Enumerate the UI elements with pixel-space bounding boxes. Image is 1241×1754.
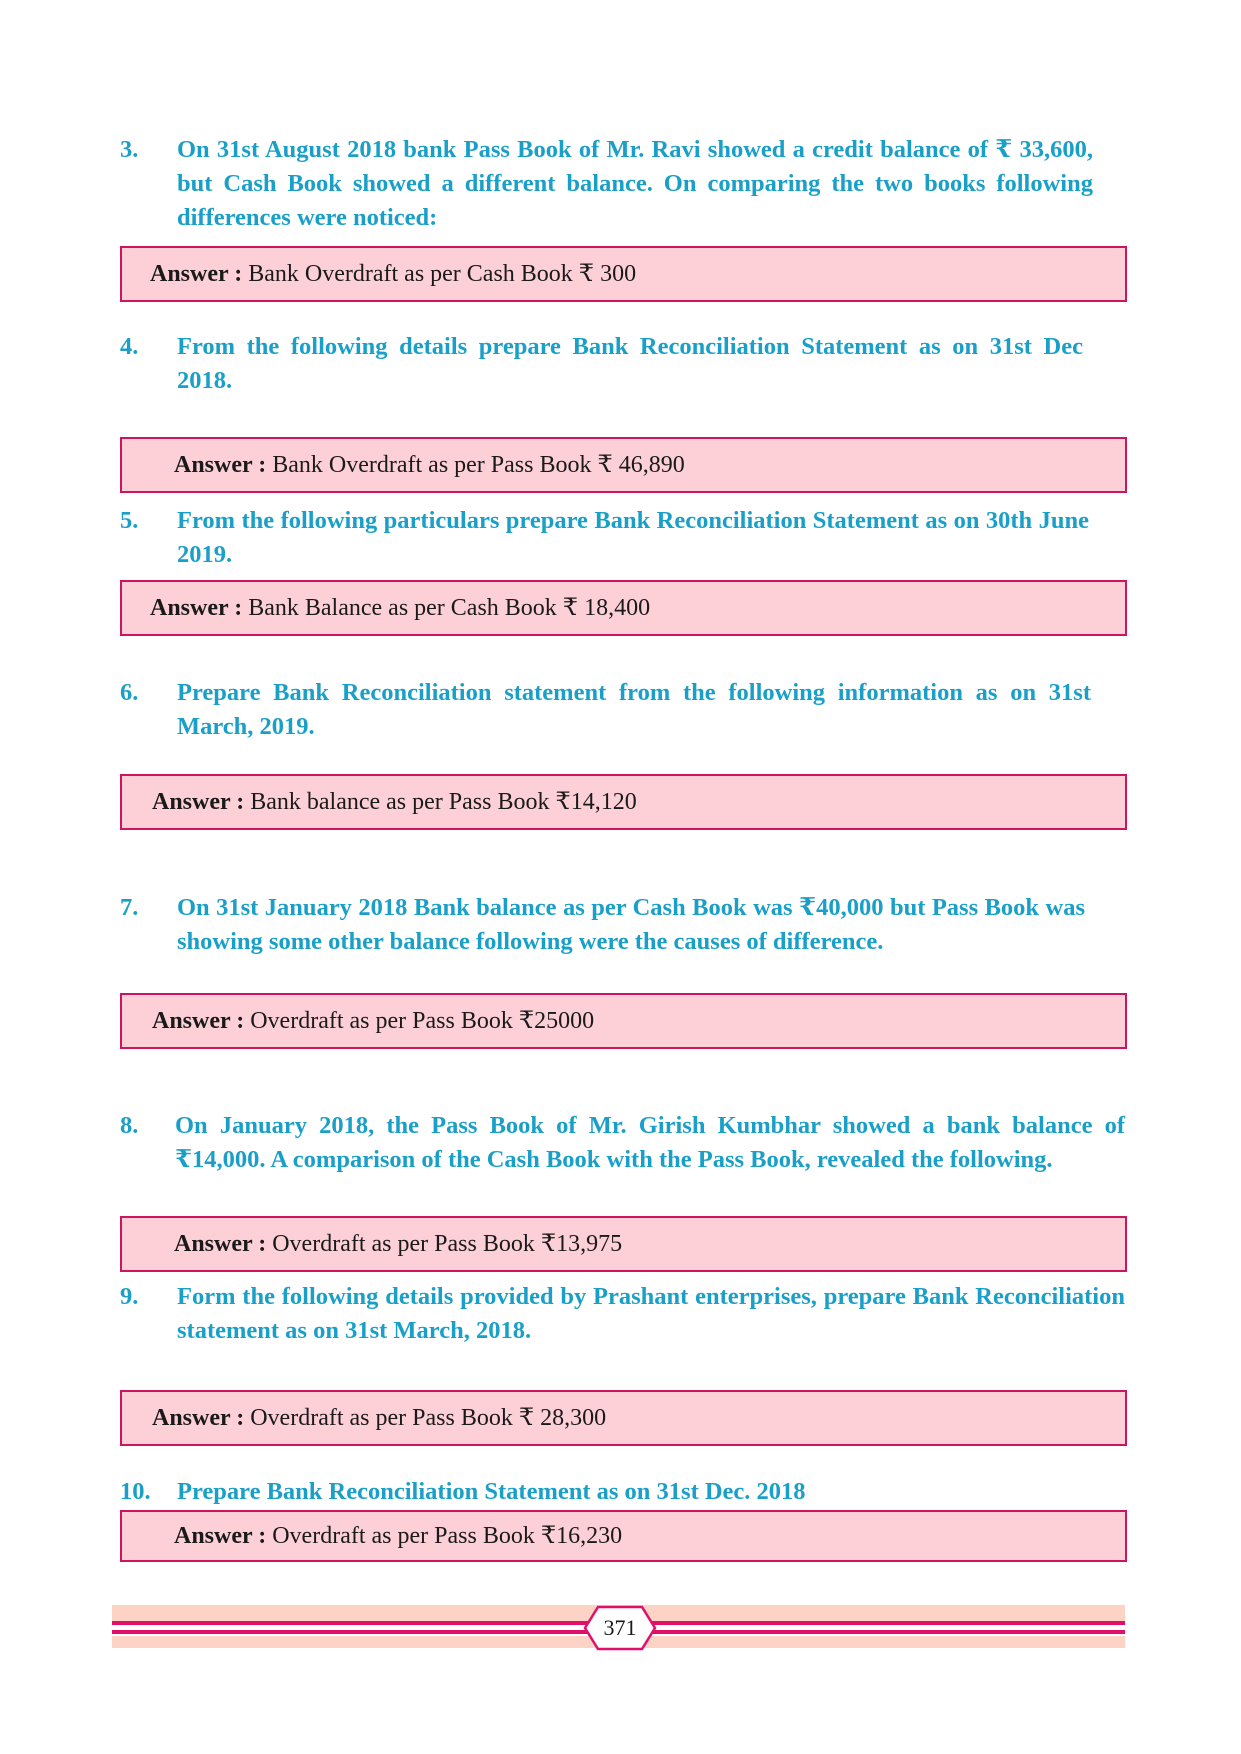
answer-box xyxy=(120,774,1127,830)
answer-text: Bank balance as per Pass Book ₹14,120 xyxy=(244,789,637,815)
question-number: 3. xyxy=(120,136,139,163)
answer-box xyxy=(120,580,1127,636)
answer-label: Answer : xyxy=(152,1405,245,1431)
question-number: 8. xyxy=(120,1112,139,1139)
question-3 xyxy=(120,133,1100,235)
answer-box xyxy=(120,1390,1127,1446)
question-6 xyxy=(120,676,1100,744)
answer-box xyxy=(120,1510,1127,1562)
answer-box xyxy=(120,993,1127,1049)
question-10 xyxy=(120,1475,1100,1509)
question-text: From the following details prepare Bank Reconciliation Statement as on 31st Dec 2018. xyxy=(177,333,1083,394)
answer-label: Answer : xyxy=(150,261,243,287)
answer-text: Bank Balance as per Cash Book ₹ 18,400 xyxy=(242,595,651,621)
page-number-badge xyxy=(582,1604,658,1652)
answer-label: Answer : xyxy=(174,1231,267,1257)
question-text: Form the following details provided by Prashant enterprises, prepare Bank Reconciliation statement as on 31st March, 2018. xyxy=(177,1283,1125,1344)
question-text: Prepare Bank Reconciliation statement from the following information as on 31st March, 2019. xyxy=(177,679,1091,740)
question-5 xyxy=(120,504,1100,572)
answer-label: Answer : xyxy=(174,452,267,478)
answer-label: Answer : xyxy=(150,595,243,621)
answer-label: Answer : xyxy=(174,1523,267,1549)
question-4 xyxy=(120,330,1100,398)
answer-box xyxy=(120,246,1127,302)
answer-label: Answer : xyxy=(152,1008,245,1034)
question-number: 7. xyxy=(120,894,139,921)
answer-box xyxy=(120,437,1127,493)
question-7 xyxy=(120,891,1100,959)
answer-text: Bank Overdraft as per Cash Book ₹ 300 xyxy=(242,261,637,287)
answer-label: Answer : xyxy=(152,789,245,815)
question-number: 9. xyxy=(120,1283,139,1310)
question-8 xyxy=(120,1109,1130,1177)
question-text: On 31st January 2018 Bank balance as per Cash Book was ₹40,000 but Pass Book was showing some other balance following were the causes of difference. xyxy=(177,894,1085,955)
question-number: 10. xyxy=(120,1478,151,1505)
page-number: 371 xyxy=(603,1615,637,1640)
question-number: 6. xyxy=(120,679,139,706)
answer-box xyxy=(120,1216,1127,1272)
question-text: From the following particulars prepare Bank Reconciliation Statement as on 30th June 2019. xyxy=(177,507,1089,568)
question-number: 5. xyxy=(120,507,139,534)
question-text: Prepare Bank Reconciliation Statement as on 31st Dec. 2018 xyxy=(177,1478,806,1505)
answer-text: Overdraft as per Pass Book ₹13,975 xyxy=(266,1231,623,1257)
question-number: 4. xyxy=(120,333,139,360)
answer-text: Overdraft as per Pass Book ₹25000 xyxy=(244,1008,595,1034)
answer-text: Overdraft as per Pass Book ₹16,230 xyxy=(266,1523,623,1549)
answer-text: Bank Overdraft as per Pass Book ₹ 46,890 xyxy=(266,452,685,478)
question-text: On January 2018, the Pass Book of Mr. Girish Kumbhar showed a bank balance of ₹14,000. A comparison of the Cash Book with the Pass Book, revealed the following. xyxy=(175,1112,1125,1173)
question-9 xyxy=(120,1280,1130,1348)
answer-text: Overdraft as per Pass Book ₹ 28,300 xyxy=(244,1405,607,1431)
question-text: On 31st August 2018 bank Pass Book of Mr. Ravi showed a credit balance of ₹ 33,600, but Cash Book showed a different balance. On comparing the two books following differences were noticed: xyxy=(177,136,1093,231)
